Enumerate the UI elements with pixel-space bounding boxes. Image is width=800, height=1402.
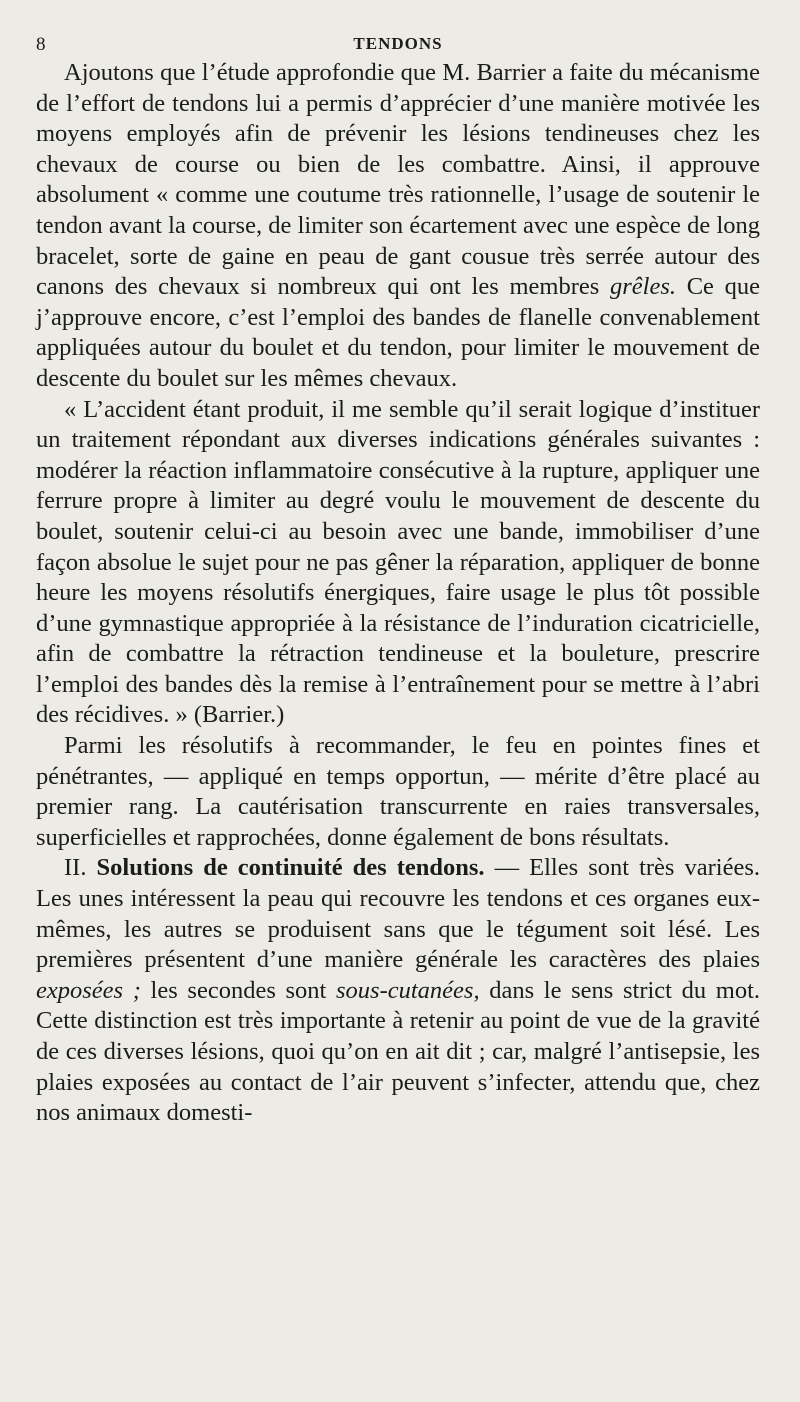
paragraph-1-text: Ajoutons que l’étude approfondie que M. Barrier a faite du mécanisme de l’effort de tendons lui a permis d’apprécier d’une manière motivée les moyens employés afin de prévenir les lésions tendineuses chez les chevaux de course ou bien de les combattre. Ainsi, il approuve absolument « comme une coutume très rationnelle, l’usage de soutenir le tendon avant la course, de limiter son écartement avec une espèce de long bracelet, sorte de gaine en peau de gant cousue très serrée autour des canons des chevaux si nombreux qui ont les membres [36, 59, 760, 301]
section-body-end: dans le sens strict du mot. Cette distinction est très importante à retenir au point de vue de la gravité de ces diverses lésions, quoi qu’on en ait dit ; car, malgré l’antisepsie, les plaies exposées au contact de l’air peuvent s’infecter, attendu que, chez nos animaux domesti- [36, 976, 761, 1127]
body-text [36, 58, 760, 1129]
running-head: TENDONS [353, 34, 443, 53]
page-number: 8 [36, 34, 46, 55]
section-body-start: — Elles sont très variées. Les unes intéressent la peau qui recouvre les tendons et ces organes eux-mêmes, les autres se produisent sans que le tégument soit lésé. Les premières présentent d’une manière générale les caractères des plaies [36, 854, 761, 974]
paragraph-1-italic: grêles. [610, 273, 676, 301]
paragraph-1-tail: Ce que j’approuve encore, c’est l’emploi des bandes de flanelle convenablement appliquées autour du boulet et du tendon, pour limiter le mouvement de descente du boulet sur les mêmes chevaux. [36, 273, 761, 392]
section-ii [36, 853, 760, 1128]
section-body-mid: les secondes sont [140, 976, 327, 1004]
section-italic-1: exposées ; [36, 976, 141, 1004]
paragraph-3: Parmi les résolutifs à recommander, le feu en pointes fines et pénétrantes, — appliqué en temps opportun, — mérite d’être placé au premier rang. La cautérisation transcurrente en raies transversales, superficielles et rapprochées, donne également de bons résultats. [36, 732, 760, 851]
section-italic-2: sous-cutanées, [336, 976, 480, 1004]
paragraph-1 [36, 58, 760, 395]
page-header [36, 30, 760, 58]
paragraph-2: « L’accident étant produit, il me semble qu’il serait logique d’instituer un traitement répondant aux diverses indications générales suivantes : modérer la réaction inflammatoire consécutive à la rupture, appliquer une ferrure propre à limiter au degré voulu le mouvement de descente du boulet, soutenir celui-ci au besoin avec une bande, immobiliser d’une façon absolue le sujet pour ne pas gêner la réparation, appliquer de bonne heure les moyens résolutifs énergiques, faire usage le plus tôt possible d’une gymnastique appropriée à la résistance de l’induration cicatricielle, afin de combattre la rétraction tendineuse et la bouleture, prescrire l’emploi des bandes dès la remise à l’entraînement pour se mettre à l’abri des récidives. » (Barrier.) [36, 395, 760, 729]
section-number: II. [64, 854, 87, 882]
section-title: Solutions de continuité des tendons. [96, 854, 485, 882]
